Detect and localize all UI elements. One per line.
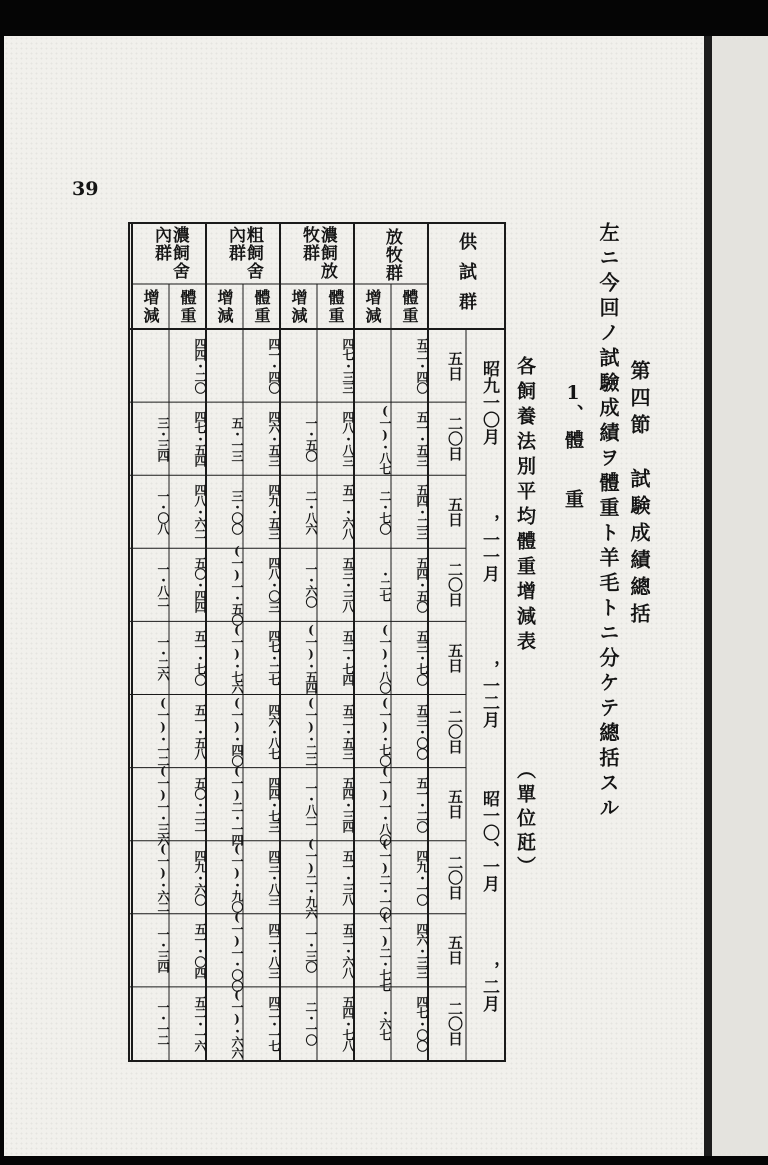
day-label: 五日 — [446, 789, 464, 820]
table-cell: (一)・七六 — [230, 622, 244, 693]
day-label: 二〇日 — [446, 562, 464, 608]
table-cell: 五四・七八 — [341, 995, 355, 1051]
table-cell: 四四・二〇 — [193, 338, 207, 394]
table-cell: 五〇・四四 — [193, 557, 207, 613]
month-label: ，一一月 — [479, 514, 499, 583]
corner-label: 供試群 — [456, 231, 477, 322]
table-cell: 四三・八三 — [267, 849, 281, 905]
table-cell: 五一・〇四 — [193, 922, 207, 978]
table-cell: (一)・八〇 — [378, 622, 392, 693]
day-label: 五日 — [446, 496, 464, 527]
table-cell: (一)・八七 — [378, 403, 392, 474]
table-cell: (一)・七〇 — [378, 696, 392, 767]
group-name: 粗飼舍內群 — [225, 226, 263, 280]
table-cell: (一)一・〇〇 — [230, 909, 244, 991]
table-cell: (一)一・五〇 — [230, 544, 244, 626]
table-cell: 二・七〇 — [378, 489, 392, 534]
table-cell: 二・八六 — [304, 489, 318, 534]
day-label: 五日 — [446, 935, 464, 966]
table-cell: 四七・三三 — [341, 338, 355, 394]
day-label: 二〇日 — [446, 1000, 464, 1046]
table-cell: 四九・一〇 — [415, 849, 429, 905]
table-cell: 五二・一六 — [193, 995, 207, 1051]
table-cell — [280, 333, 317, 398]
table-cell: 一・八二 — [156, 562, 170, 607]
table-cell: (一)・六二 — [156, 842, 170, 913]
month-label: ，一二月 — [479, 660, 499, 729]
table-cell: 四八・八三 — [341, 411, 355, 467]
table-cell: 四四・七三 — [267, 776, 281, 832]
item-name: 體重 — [562, 430, 584, 548]
table-cell: (一)・一二 — [156, 696, 170, 767]
day-label: 五日 — [446, 642, 464, 673]
table-cell — [132, 333, 169, 398]
table-cell: 五二・五三 — [341, 703, 355, 759]
table-cell: (一)一・八〇 — [378, 763, 392, 845]
table-cell: 四八・六二 — [193, 484, 207, 540]
day-label: 二〇日 — [446, 416, 464, 462]
group-name: 放牧群 — [381, 228, 402, 282]
table-cell: 四九・六〇 — [193, 849, 207, 905]
table-cell — [206, 333, 243, 398]
group-name: 濃飼放牧群 — [299, 226, 337, 280]
table-cell: 五四・五〇 — [415, 557, 429, 613]
weight-header: 體重 — [326, 288, 345, 325]
table-cell: 一・一二 — [156, 1001, 170, 1046]
table-cell: 四七・五四 — [193, 411, 207, 467]
table-cell: 二・一〇 — [304, 1001, 318, 1046]
table-cell: 五二・六八 — [341, 922, 355, 978]
table-cell: 三・三四 — [156, 416, 170, 461]
table-cell: (一)二・九六 — [304, 836, 318, 918]
item-number: 1、 — [562, 382, 584, 423]
table-cell: 五一・六八 — [341, 484, 355, 540]
day-label: 二〇日 — [446, 854, 464, 900]
table-cell: 三・〇〇 — [230, 489, 244, 534]
table-cell: 一・〇八 — [156, 489, 170, 534]
weight-change-table — [128, 222, 506, 1062]
table-cell: ・六七 — [378, 1006, 392, 1040]
month-label: ，二月 — [479, 961, 499, 1013]
change-header: 增減 — [363, 288, 382, 325]
table-cell: (一)二・一〇 — [378, 836, 392, 918]
table-cell: 四二・八三 — [267, 922, 281, 978]
table-cell: 五一・三八 — [341, 849, 355, 905]
change-header: 增減 — [141, 288, 160, 325]
table-cell — [354, 333, 391, 398]
table-cell: 四九・五三 — [267, 484, 281, 540]
table-cell: (一)・五四 — [304, 622, 318, 693]
weight-header: 體重 — [252, 288, 271, 325]
group-name: 濃飼舍內群 — [151, 226, 189, 280]
change-header: 增減 — [289, 288, 308, 325]
table-cell: 四六・三三 — [415, 922, 429, 978]
table-cell: 五二・七四 — [341, 630, 355, 686]
table-cell: 四六・五三 — [267, 411, 281, 467]
table-cell: (一)二・七七 — [378, 909, 392, 991]
section-title: 第四節 試験成績總括 — [627, 360, 651, 630]
table-cell: 一・六〇 — [304, 562, 318, 607]
month-label: 昭九一〇月 — [479, 359, 499, 445]
table-cell: (一)・九〇 — [230, 842, 244, 913]
book-spine — [704, 36, 712, 1156]
table-cell: 五四・二三 — [415, 484, 429, 540]
table-cell: 四八・〇三 — [267, 557, 281, 613]
table-cell: 五一・二〇 — [415, 776, 429, 832]
table-cell: 五・一三 — [230, 416, 244, 461]
weight-header: 體重 — [400, 288, 419, 325]
table-cell: ・二七 — [378, 568, 392, 602]
day-label: 五日 — [446, 350, 464, 381]
table-cell: 五二・四〇 — [415, 338, 429, 394]
table-cell: (一)・四〇 — [230, 696, 244, 767]
table-cell: 一・八二 — [304, 782, 318, 827]
table-cell: 四二・一七 — [267, 995, 281, 1051]
table-cell: (一)・二二 — [304, 696, 318, 767]
table-cell: 五一・五三 — [415, 411, 429, 467]
intro-line: 左ニ今回ノ試驗成績ヲ體重ト羊毛トニ分ケテ總括スル — [596, 222, 620, 822]
table-cell: 一・三〇 — [304, 928, 318, 973]
change-header: 增減 — [215, 288, 234, 325]
table-title: 各飼養法別平均體重增減表 — [514, 356, 536, 656]
table-cell: 五三・〇〇 — [415, 703, 429, 759]
facing-page-edge — [712, 36, 768, 1156]
table-cell: 五四・三四 — [341, 776, 355, 832]
weight-header: 體重 — [178, 288, 197, 325]
table-cell: 五〇・二二 — [193, 776, 207, 832]
table-cell: 一・二六 — [156, 635, 170, 680]
table-cell: 五三・七〇 — [415, 630, 429, 686]
table-cell: (一)一・三六 — [156, 763, 170, 845]
table-cell: 一・三四 — [156, 928, 170, 973]
page-number: 39 — [72, 178, 99, 200]
table-cell: 四一・四〇 — [267, 338, 281, 394]
table-cell: 四六・八七 — [267, 703, 281, 759]
table-unit: （單位瓩） — [514, 760, 536, 880]
table-cell: 四七・〇〇 — [415, 995, 429, 1051]
month-label: 昭一〇、一月 — [479, 789, 499, 892]
table-cell: (一)・六六 — [230, 988, 244, 1059]
table-cell: 五三・三八 — [341, 557, 355, 613]
table-cell: 一・五〇 — [304, 416, 318, 461]
table-cell: (一)二・一四 — [230, 763, 244, 845]
table-cell: 五一・七〇 — [193, 630, 207, 686]
day-label: 二〇日 — [446, 708, 464, 754]
table-cell: 四七・二七 — [267, 630, 281, 686]
table-cell: 五一・五八 — [193, 703, 207, 759]
